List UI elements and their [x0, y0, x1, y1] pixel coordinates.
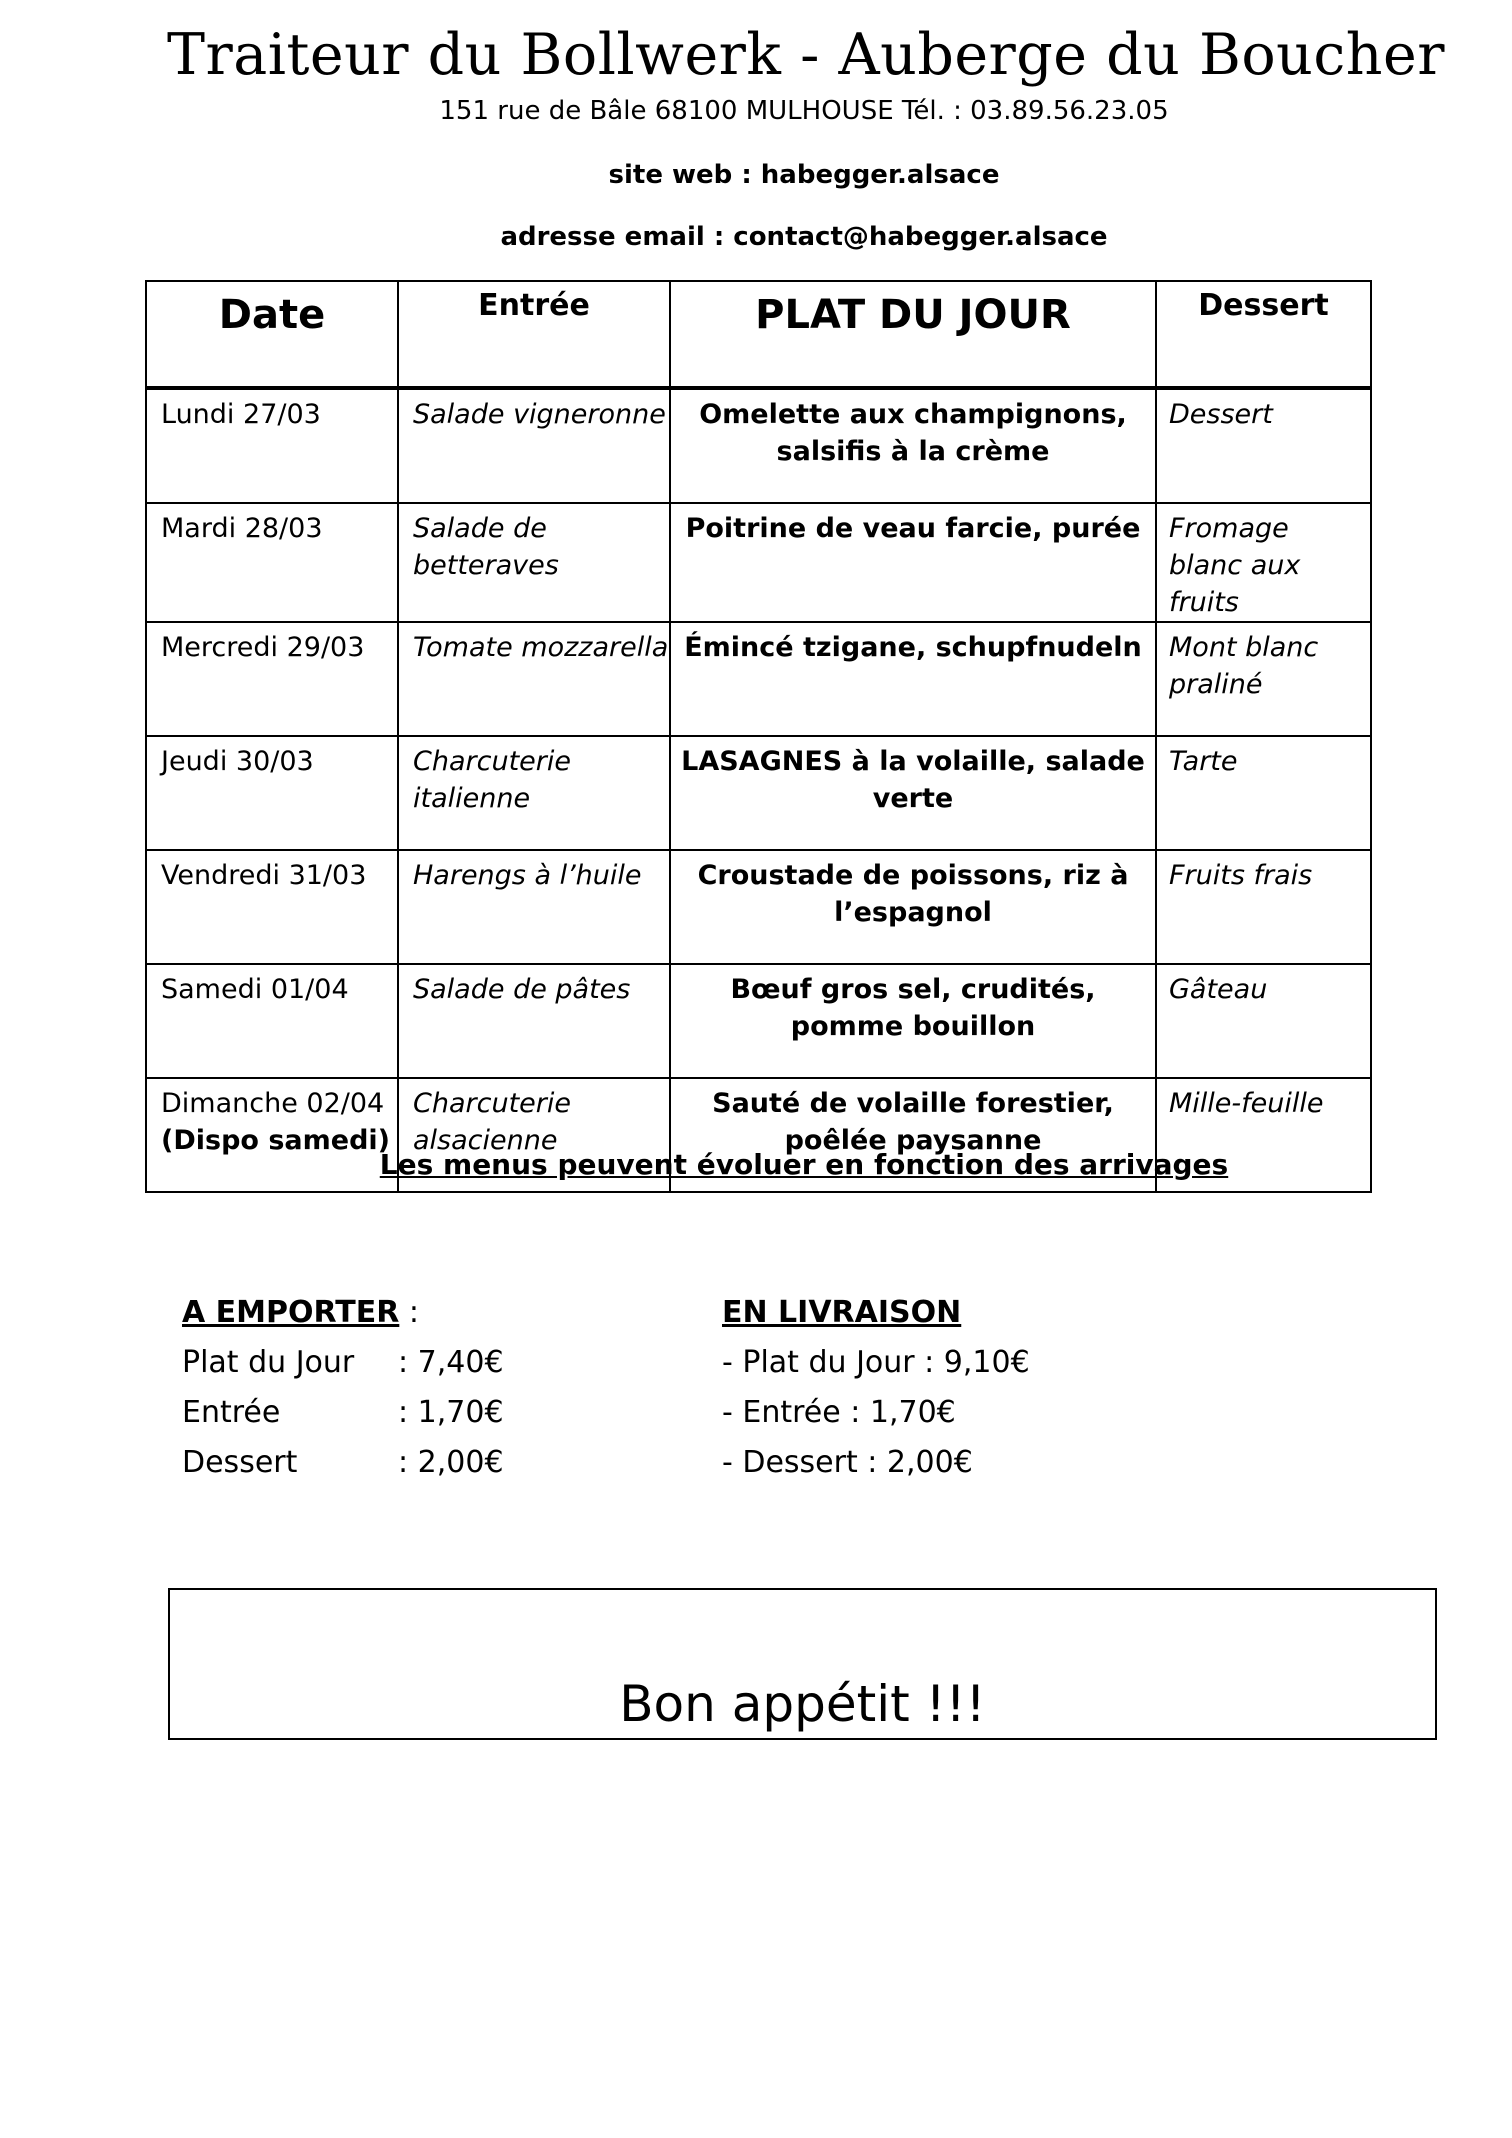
price-row: - Entrée : 1,70€	[722, 1395, 956, 1430]
price-row: Plat du Jour : 7,40€	[182, 1345, 504, 1380]
price-row: Entrée : 1,70€	[182, 1395, 504, 1430]
price-row: Dessert : 2,00€	[182, 1445, 504, 1480]
header-dessert: Dessert	[1156, 281, 1371, 388]
cell-entree: Salade de pâtes	[398, 964, 670, 1078]
cell-dessert: Tarte	[1156, 736, 1371, 850]
cell-entree: Charcuterie italienne	[398, 736, 670, 850]
cell-entree: Charcuterie alsacienne	[398, 1078, 670, 1192]
menu-note: Les menus peuvent évoluer en fonction des arrivages	[379, 1148, 1229, 1181]
date-note: (Dispo samedi)	[161, 1125, 391, 1156]
takeaway-prices: A EMPORTER : Plat du Jour : 7,40€ Entrée : 1,70€ Dessert : 2,00€	[182, 1288, 504, 1488]
cell-plat: Sauté de volaille forestier, poêlée paysanne	[670, 1078, 1156, 1192]
cell-plat: LASAGNES à la volaille, salade verte	[670, 736, 1156, 850]
cell-plat: Poitrine de veau farcie, purée	[670, 503, 1156, 622]
cell-dessert: Dessert	[1156, 388, 1371, 503]
weekly-menu-table	[145, 280, 1372, 1193]
cell-date: Mardi 28/03	[146, 503, 398, 622]
cell-dessert: Fruits frais	[1156, 850, 1371, 964]
header-entree: Entrée	[398, 281, 670, 388]
price-row: - Dessert : 2,00€	[722, 1445, 973, 1480]
cell-date: Samedi 01/04	[146, 964, 398, 1078]
table-row	[146, 622, 1371, 736]
cell-dessert: Gâteau	[1156, 964, 1371, 1078]
table-row	[146, 503, 1371, 622]
cell-entree: Salade de betteraves	[398, 503, 670, 622]
cell-plat: Croustade de poissons, riz à l’espagnol	[670, 850, 1156, 964]
price-row: - Plat du Jour : 9,10€	[722, 1345, 1030, 1380]
cell-date: Jeudi 30/03	[146, 736, 398, 850]
table-header-row	[146, 281, 1371, 388]
header-date: Date	[146, 281, 398, 388]
table-row	[146, 964, 1371, 1078]
cell-date: Lundi 27/03	[146, 388, 398, 503]
cell-plat: Émincé tzigane, schupfnudeln	[670, 622, 1156, 736]
cell-date: Dimanche 02/04 (Dispo samedi)	[146, 1078, 398, 1192]
takeaway-title: A EMPORTER	[182, 1295, 400, 1330]
cell-entree: Tomate mozzarella	[398, 622, 670, 736]
cell-entree: Salade vigneronne	[398, 388, 670, 503]
cell-plat: Omelette aux champignons, salsifis à la crème	[670, 388, 1156, 503]
delivery-prices	[722, 1288, 1030, 1488]
cell-dessert: Mille-feuille	[1156, 1078, 1371, 1192]
footer-box	[168, 1588, 1437, 1740]
table-row	[146, 388, 1371, 503]
cell-date: Vendredi 31/03	[146, 850, 398, 964]
website-line: site web : habegger.alsace	[608, 160, 1000, 190]
bon-appetit-text: Bon appétit !!!	[619, 1675, 986, 1733]
cell-dessert: Mont blanc praliné	[1156, 622, 1371, 736]
email-line: adresse email : contact@habegger.alsace	[500, 222, 1108, 252]
header-plat-du-jour: PLAT DU JOUR	[670, 281, 1156, 388]
table-row	[146, 850, 1371, 964]
cell-plat: Bœuf gros sel, crudités, pomme bouillon	[670, 964, 1156, 1078]
delivery-title: EN LIVRAISON	[722, 1295, 962, 1330]
cell-entree: Harengs à l’huile	[398, 850, 670, 964]
cell-date: Mercredi 29/03	[146, 622, 398, 736]
table-row	[146, 736, 1371, 850]
cell-dessert: Fromage blanc aux fruits	[1156, 503, 1371, 622]
address-line: 151 rue de Bâle 68100 MULHOUSE Tél. : 03.89.56.23.05	[439, 96, 1169, 126]
restaurant-title: Traiteur du Bollwerk - Auberge du Boucher	[166, 22, 1445, 88]
